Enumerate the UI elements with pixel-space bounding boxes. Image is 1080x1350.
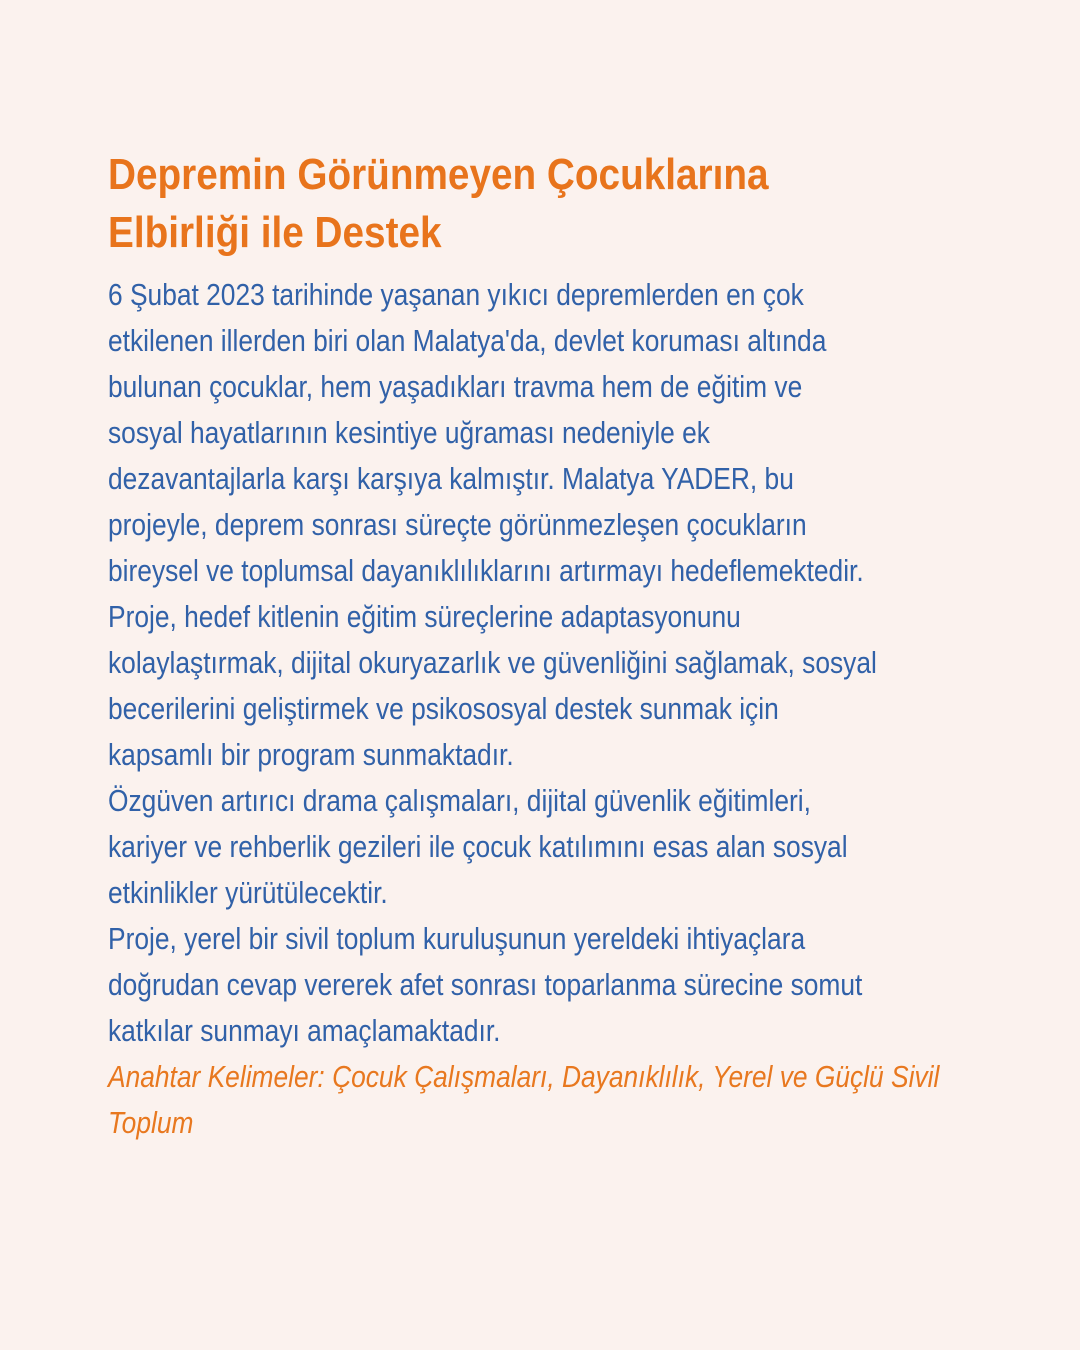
keywords-line: Anahtar Kelimeler: Çocuk Çalışmaları, Dayanıklılık, Yerel ve Güçlü Sivil (108, 1059, 940, 1094)
body-text-line: bulunan çocuklar, hem yaşadıkları travma hem de eğitim ve (108, 369, 803, 404)
body-text-line: sosyal hayatlarının kesintiye uğraması nedeniyle ek (108, 415, 710, 450)
body-text-line: katkılar sunmayı amaçlamaktadır. (108, 1013, 501, 1048)
title-line-1: Depremin Görünmeyen Çocuklarına (108, 150, 769, 199)
body-text-line: kolaylaştırmak, dijital okuryazarlık ve güvenliğini sağlamak, sosyal (108, 645, 877, 680)
body-text-line: Özgüven artırıcı drama çalışmaları, dijital güvenlik eğitimleri, (108, 783, 811, 818)
body-text-line: projeyle, deprem sonrası süreçte görünmezleşen çocukların (108, 507, 807, 542)
body-text-line: Proje, yerel bir sivil toplum kuruluşunun yereldeki ihtiyaçlara (108, 921, 806, 956)
body-text-line: doğrudan cevap vererek afet sonrası toparlanma sürecine somut (108, 967, 863, 1002)
body-text-line: bireysel ve toplumsal dayanıklılıklarını artırmayı hedeflemektedir. (108, 553, 864, 588)
body-text-line: etkinlikler yürütülecektir. (108, 875, 388, 910)
body-text-line: etkilenen illerden biri olan Malatya'da, devlet koruması altında (108, 323, 827, 358)
page-title (108, 146, 769, 262)
body-text-line: becerilerini geliştirmek ve psikososyal destek sunmak için (108, 691, 779, 726)
keywords-line: Toplum (108, 1105, 194, 1140)
body-text (108, 272, 877, 1054)
body-text-line: kapsamlı bir program sunmaktadır. (108, 737, 514, 772)
body-text-line: kariyer ve rehberlik gezileri ile çocuk katılımını esas alan sosyal (108, 829, 848, 864)
body-text-line: 6 Şubat 2023 tarihinde yaşanan yıkıcı depremlerden en çok (108, 277, 804, 312)
body-text-line: Proje, hedef kitlenin eğitim süreçlerine adaptasyonunu (108, 599, 741, 634)
partner-logos (0, 1130, 1080, 1330)
body-text-line: dezavantajlarla karşı karşıya kalmıştır. Malatya YADER, bu (108, 461, 794, 496)
title-line-2: Elbirliği ile Destek (108, 208, 442, 257)
